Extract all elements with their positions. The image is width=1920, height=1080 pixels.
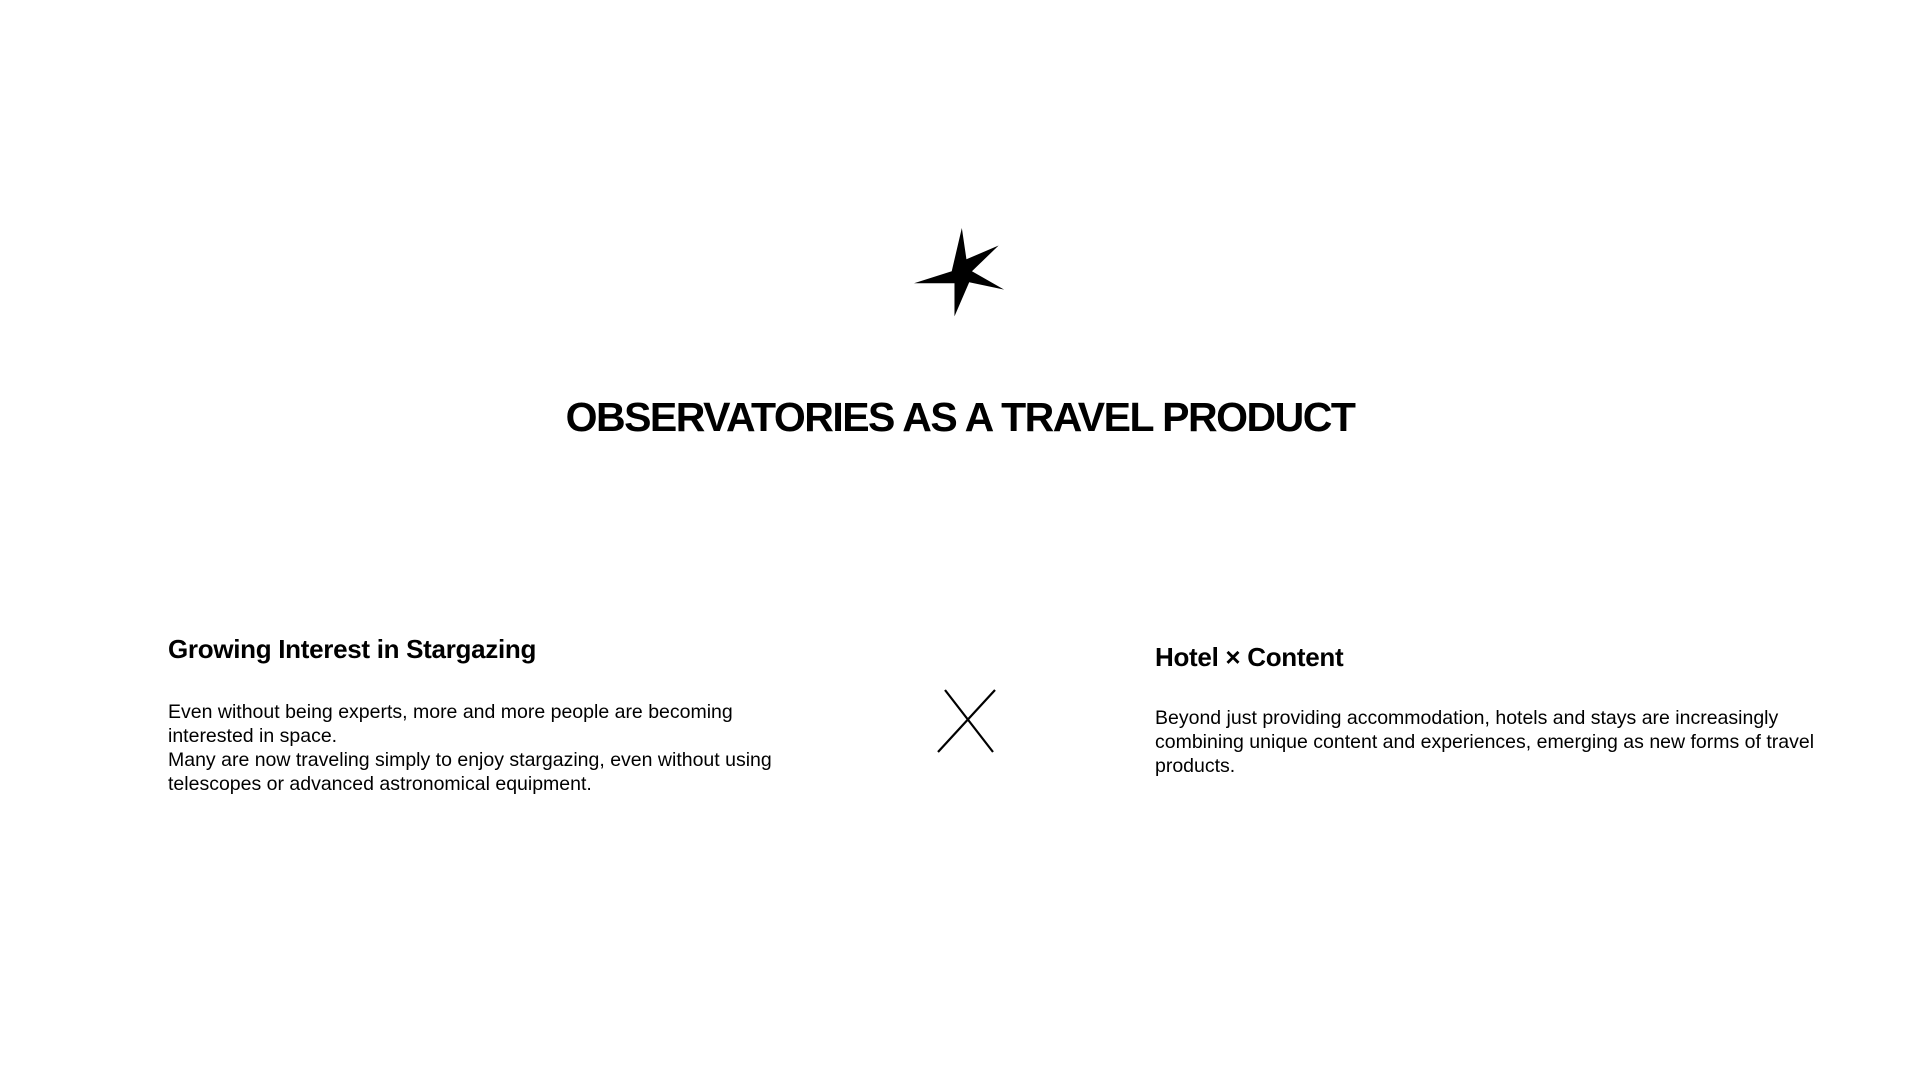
hotel-content-section — [1155, 640, 1835, 778]
hotel-content-body — [1155, 706, 1835, 778]
stargazing-body — [168, 700, 798, 796]
page-title: OBSERVATORIES AS A TRAVEL PRODUCT — [565, 394, 1355, 440]
cross-icon — [935, 688, 999, 754]
stargazing-paragraph-2: Many are now traveling simply to enjoy stargazing, even without using telescopes or advanced astronomical equipment. — [168, 749, 772, 795]
star-icon — [914, 228, 1006, 320]
hotel-content-heading: Hotel × Content — [1155, 642, 1344, 672]
stargazing-section — [168, 632, 798, 796]
hotel-content-paragraph: Beyond just providing accommodation, hotels and stays are increasingly combining unique content and experiences, emerging as new forms of travel products. — [1155, 707, 1815, 777]
stargazing-heading: Growing Interest in Stargazing — [168, 634, 537, 664]
stargazing-paragraph-1: Even without being experts, more and more people are becoming interested in space. — [168, 701, 733, 747]
